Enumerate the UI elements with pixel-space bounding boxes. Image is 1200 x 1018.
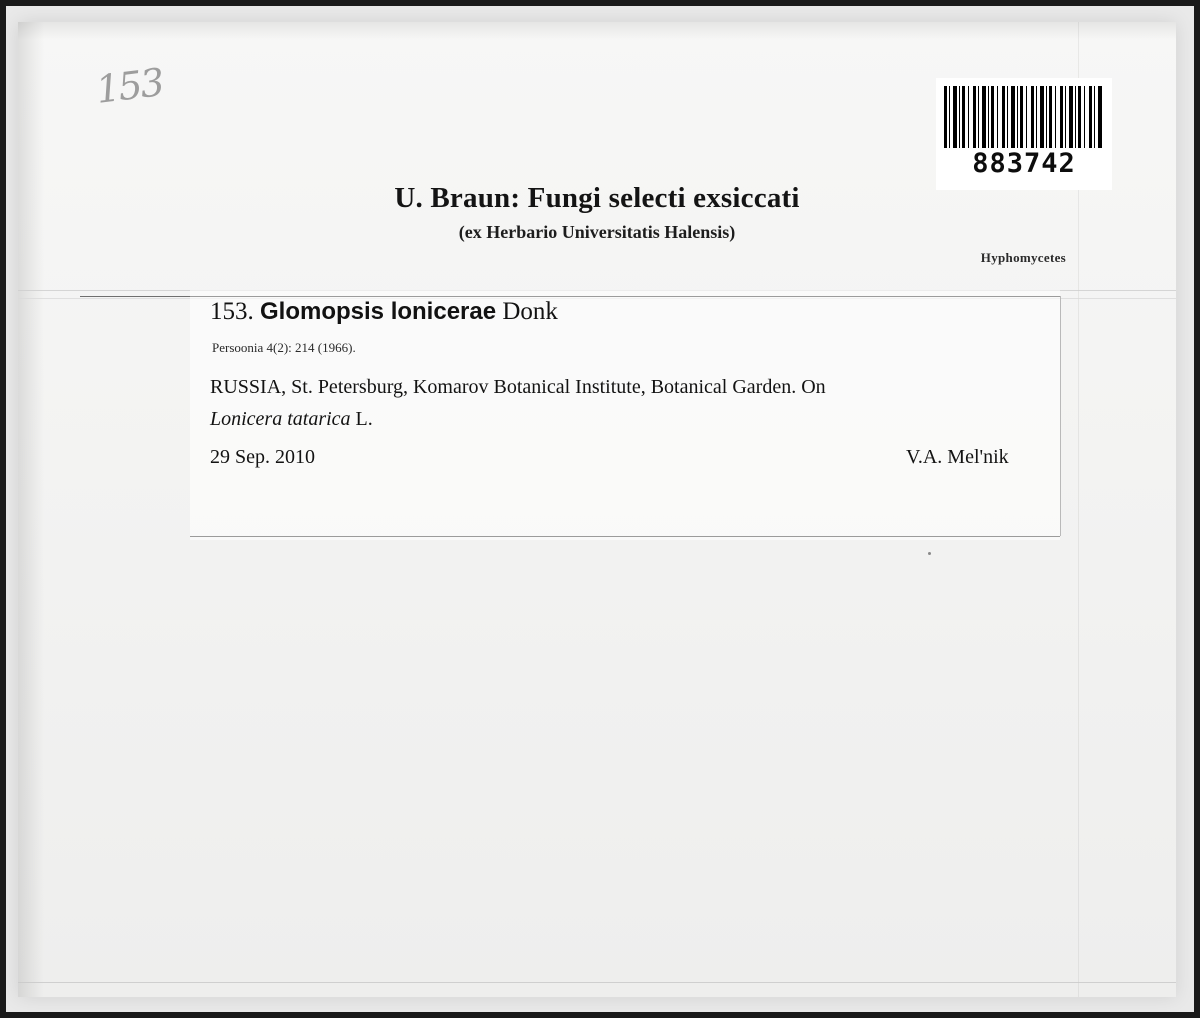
taxon-name: Glomopsis lonicerae bbox=[260, 298, 497, 325]
host-plant-line bbox=[210, 408, 373, 431]
handwritten-number: 153 bbox=[93, 60, 165, 112]
publication-citation: Persoonia 4(2): 214 (1966). bbox=[212, 340, 356, 355]
taxon-line bbox=[210, 298, 558, 326]
label-right-rule bbox=[1060, 296, 1061, 536]
packet-fold-line-lower bbox=[18, 982, 1176, 983]
collector-name: V.A. Mel'nik bbox=[906, 446, 1009, 468]
label-top-rule bbox=[190, 296, 1060, 297]
herbarium-packet bbox=[18, 22, 1176, 997]
collection-date: 29 Sep. 2010 bbox=[210, 446, 315, 468]
barcode-icon bbox=[944, 86, 1104, 148]
record-number: 153. bbox=[210, 298, 254, 325]
packet-top-shadow bbox=[18, 22, 1176, 40]
locality-text: RUSSIA, St. Petersburg, Komarov Botanical Institute, Botanical Garden. On bbox=[210, 376, 826, 398]
barcode-label bbox=[936, 78, 1112, 190]
taxonomic-group-label: Hyphomycetes bbox=[980, 250, 1066, 265]
host-plant-authority: L. bbox=[355, 408, 373, 430]
label-bottom-rule bbox=[190, 536, 1060, 537]
host-plant-name: Lonicera tatarica bbox=[210, 408, 351, 430]
paper-speck bbox=[928, 552, 931, 555]
label-left-rule bbox=[80, 296, 192, 297]
label-title: U. Braun: Fungi selecti exsiccati bbox=[394, 182, 800, 214]
label-subtitle: (ex Herbario Universitatis Halensis) bbox=[458, 222, 736, 242]
taxon-authority: Donk bbox=[502, 298, 558, 325]
barcode-number: 883742 bbox=[972, 148, 1076, 179]
packet-left-shadow bbox=[18, 22, 44, 997]
